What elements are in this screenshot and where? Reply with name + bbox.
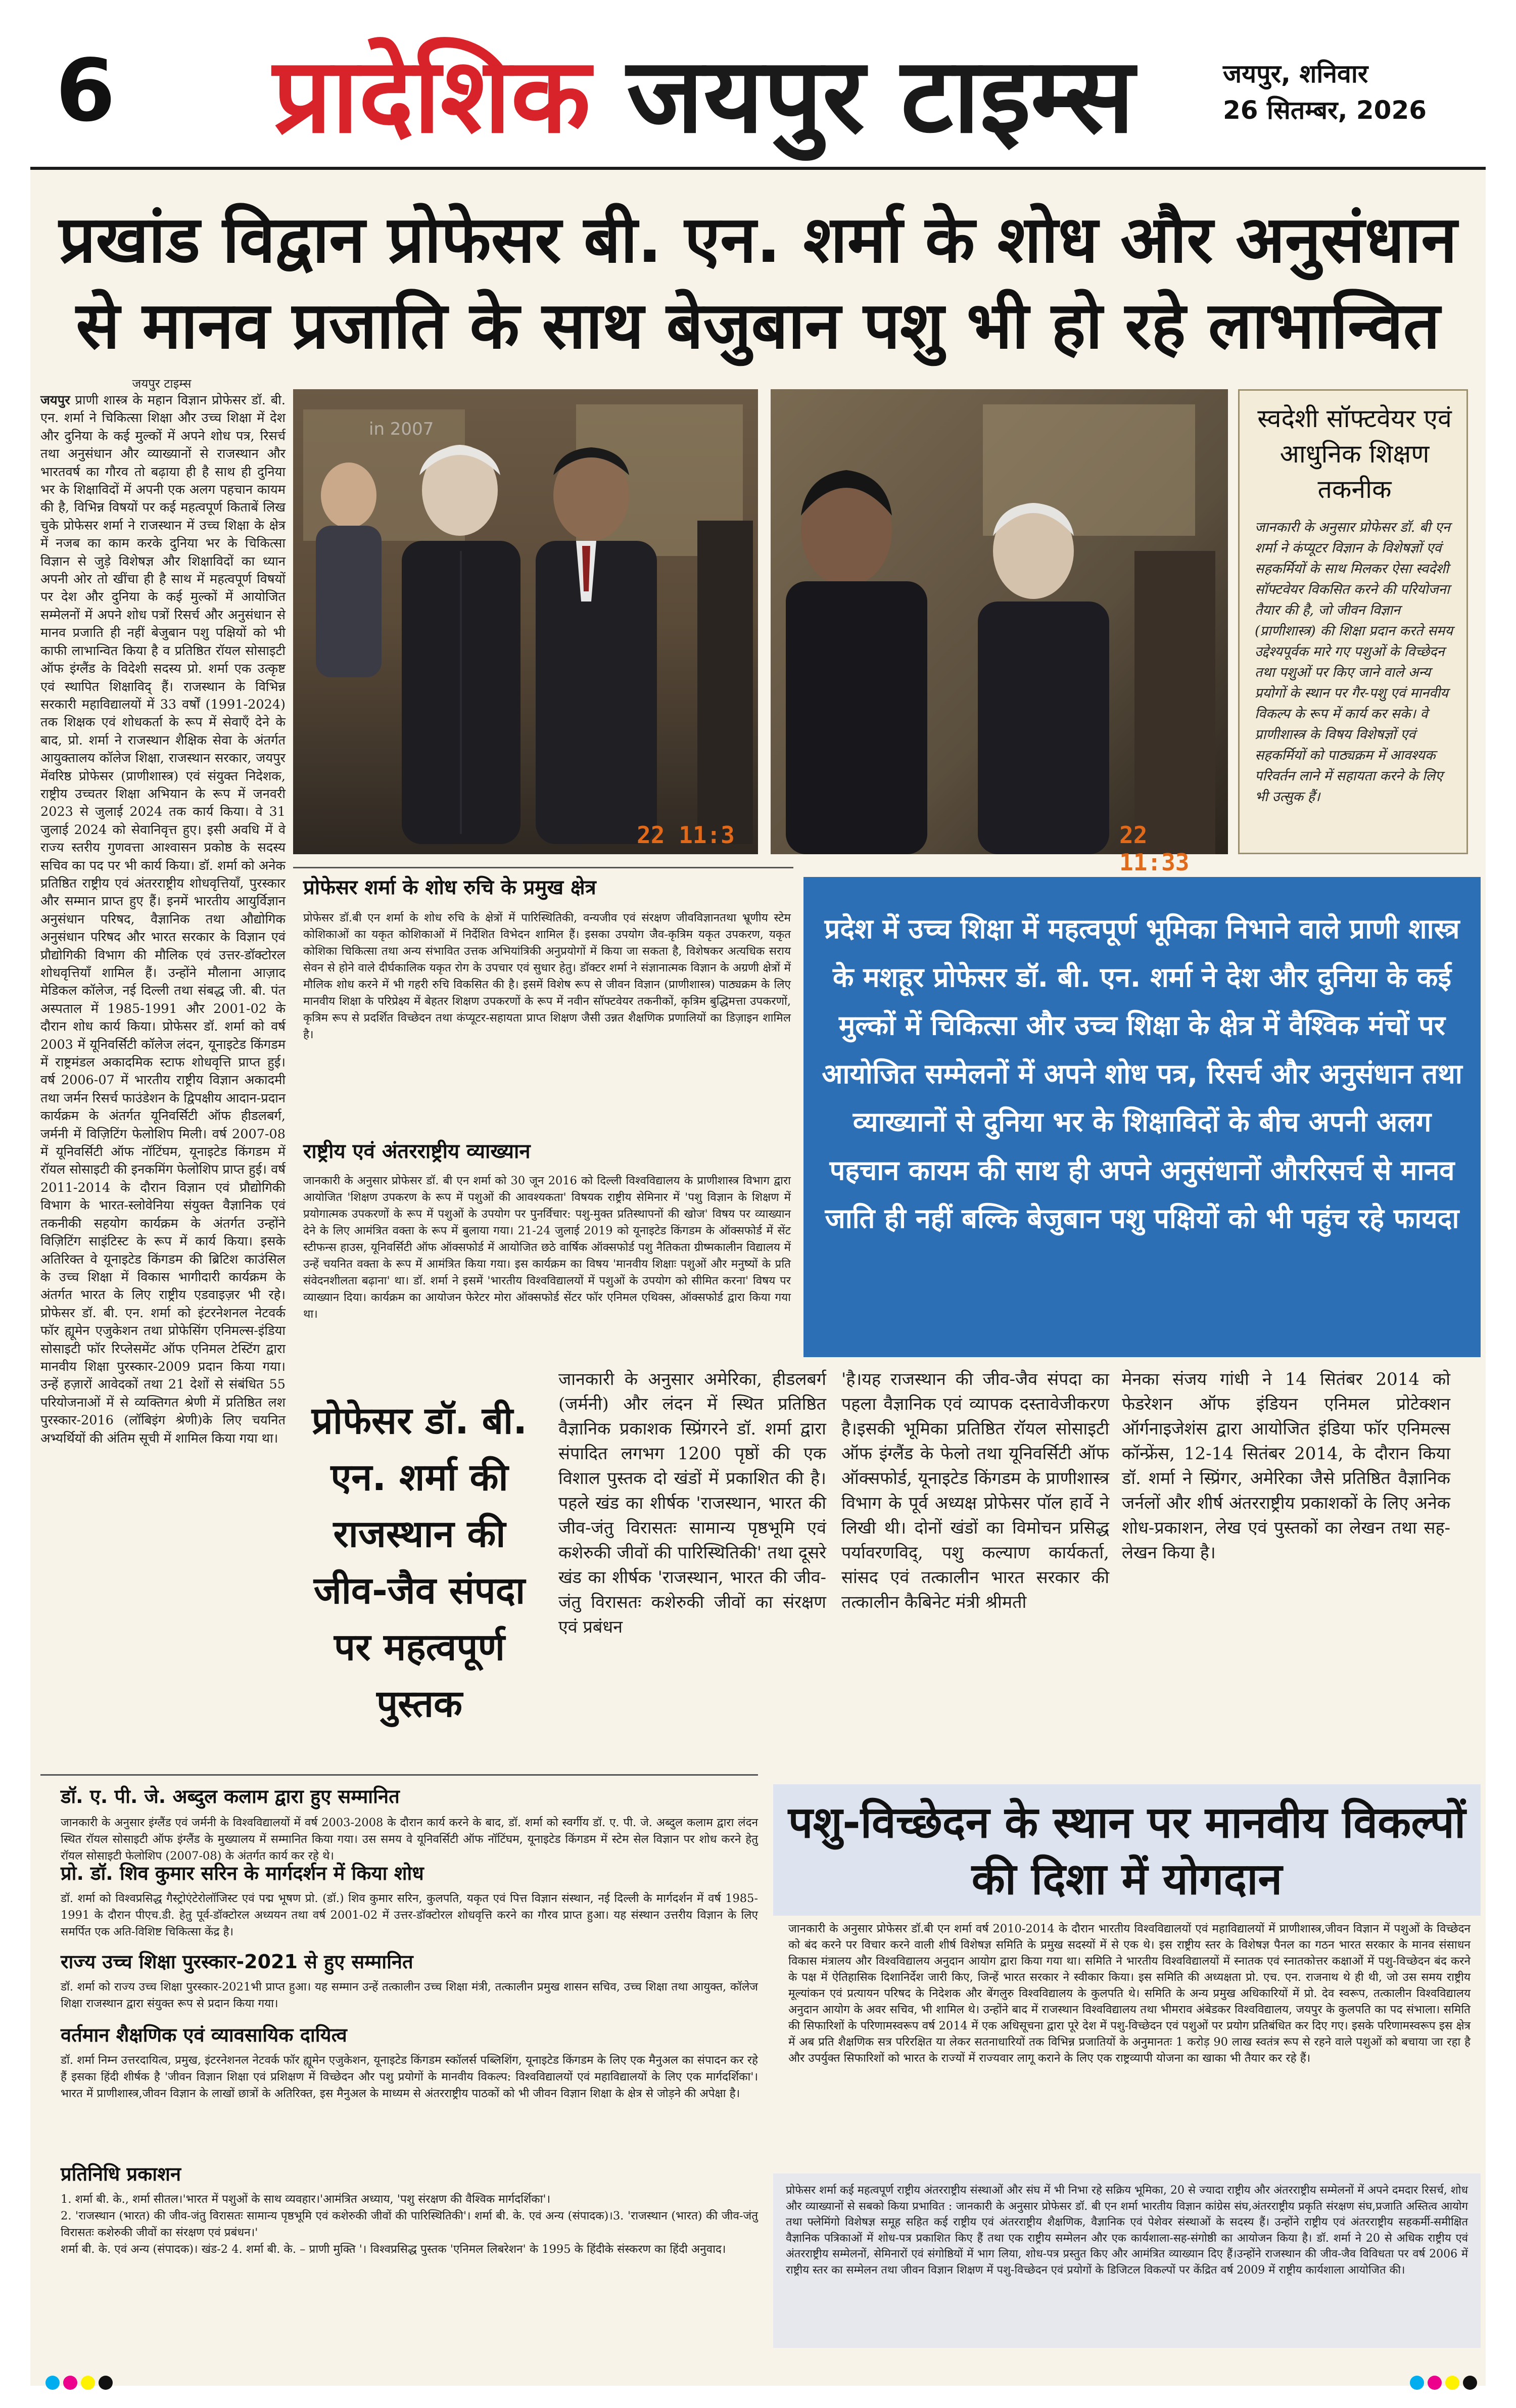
title-section-word: प्रादेशिक xyxy=(273,36,591,156)
software-sidebar-heading: स्वदेशी सॉफ्टवेयर एवं आधुनिक शिक्षण तकनीक xyxy=(1257,404,1452,504)
animal-dissection-text: जानकारी के अनुसार प्रोफेसर डॉ.बी एन शर्मा वर्ष 2010-2014 के दौरान भारतीय विश्वविद्यालयों एवं महाविद्यालयों में प्राणीशास्त्र,जीवन विज्ञान में पशुओं के विच्छेदन को बंद करने पर विचार करने वाली शीर्ष विशेषज्ञ समिति के प्रमुख सदस्यों में से एक थे। इस राष्ट्रीय स्तर के विशेषज्ञ पैनल का गठन भारत सरकार के मानव संसाधन विकास मंत्रालय और विश्वविद्यालय अनुदान आयोग द्वारा किया गया था। समिति ने भारतीय विश्वविद्यालयों में स्नातक एवं स्नातकोत्तर कक्षाओं में पशु-विच्छेदन बंद करने के पक्ष में ऐतिहासिक दिशानिर्देश जारी किए, जिन्हें भारत सरकार ने स्वीकार किया। इस समिति की अध्यक्षता प्रो. एच. एन. राजनाथ थे ही थी, जो उस समय राष्ट्रीय मूल्यांकन एवं प्रत्यायन परिषद के निदेशक और बेंगलुरु विश्वविद्यालय के कुलपति थे। समिति के अन्य प्रमुख अधिकारियों में प्रो. देव स्वरूप, तत्कालीन विश्वविद्यालय अनुदान आयोग के अवर सचिव, भी शामिल थे। उन्होंने बाद में राजस्थान विश्वविद्यालय तथा भीमराव अंबेडकर विश्वविद्यालय, जयपुर के कुलपति का पद संभाला। समिति की सिफारिशों के परिणामस्वरूप वर्ष 2014 में एक अधिसूचना द्वारा पूरे देश में पशु-विच्छेदन एवं पशुओं पर प्रयोग प्रतिबंधित कर दिए गए। इसके परिणामस्वरूप इस क्षेत्र में अब प्रति शैक्षणिक सत्र परिरक्षित या लेकर सतनाधारियों तक विभिन्न प्रजातियों के अनुमानतः 1 करोड़ 90 लाख स्वतंत्र रूप से रहने वाले पशुओं को बचाया जा रहा है और उपर्युक्त सिफारिशों को भारत के राज्यों में राज्यवार लागू कराने के लिए एक राष्ट्रव्यापी योजना का खाका भी तैयार कर रहे हैं। xyxy=(788,1922,1471,2065)
current-role-heading: वर्तमान शैक्षणिक एवं व्यावसायिक दायित्व xyxy=(61,2024,347,2046)
page-number: 6 xyxy=(56,41,116,141)
registration-dot xyxy=(99,2376,113,2390)
award-text: डॉ. शर्मा को राज्य उच्च शिक्षा पुरस्कार-2021भी प्राप्त हुआ। यह सम्मान उन्हें तत्कालीन उच्च शिक्षा मंत्री, तत्कालीन प्रमुख शासन सचिव, उच्च शिक्षा तथा आयुक्त, कॉलेज शिक्षा राजस्थान द्वारा संयुक्त रूप से प्रदान किया गया। xyxy=(61,1980,758,2010)
photo-kalam-conversation xyxy=(771,389,1228,876)
registration-dot xyxy=(63,2376,77,2390)
software-sidebar-text: जानकारी के अनुसार प्रोफेसर डॉ. बी एन शर्मा ने कंप्यूटर विज्ञान के विशेषज्ञों एवं सहकर्मियों के साथ मिलकर ऐसा स्वदेशी सॉफ्टवेयर विकसित करने की परियोजना तैयार की है, जो जीवन विज्ञान (प्राणीशास्त्र) की शिक्षा प्रदान करते समय उद्देश्यपूर्वक मारे गए पशुओं के विच्छेदन तथा पशुओं पर किए जाने वाले अन्य प्रयोगों के स्थान पर गैर-पशु एवं मानवीय विकल्प के रूप में कार्य कर सके। वे प्राणीशास्त्र के विषय विशेषज्ञों एवं सहकर्मियों को पाठ्यक्रम में आवश्यक परिवर्तन लाने में सहायता करने के लिए भी उत्सुक हैं। xyxy=(1255,520,1453,805)
kalam-text: जानकारी के अनुसार इंग्लैंड एवं जर्मनी के विश्वविद्यालयों में वर्ष 2003-2008 के दौरान कार्य करने के बाद, डॉ. शर्मा को स्वर्गीय डॉ. ए. पी. जे. अब्दुल कलाम द्वारा लंदन स्थित रॉयल सोसाइटी ऑफ इंग्लैंड के मुख्यालय में सम्मानित किया गया। उस समय वे यूनिवर्सिटी ऑफ नॉटिंघम, यूनाइटेड किंगडम में स्टेम सेल विज्ञान पर शोध करने हेतु रॉयल सोसाइटी फेलोशिप (2007-08) के अंतर्गत कार्य कर रहे थे। xyxy=(61,1816,758,1863)
issue-date xyxy=(1223,56,1435,128)
memberships-box xyxy=(773,2173,1481,2348)
main-headline xyxy=(40,197,1476,369)
publication-item: 1. शर्मा बी. के., शर्मा सीतल।'भारत में पशुओं के साथ व्यवहार।'आमंत्रित अध्याय, 'पशु संरक्षण की वैश्विक मार्गदर्शिका'। xyxy=(61,2193,551,2206)
photo-illustration-2 xyxy=(771,389,1228,854)
photo-timestamp-right: 22 11:33 xyxy=(1119,821,1190,876)
registration-dot xyxy=(81,2376,95,2390)
kalam-heading: डॉ. ए. पी. जे. अब्दुल कलाम द्वारा हुए सम्मानित xyxy=(61,1785,400,1808)
issue-date-text: 26 सितम्बर, 2026 xyxy=(1223,96,1427,125)
registration-dot xyxy=(45,2376,60,2390)
lead-word: जयपुर xyxy=(40,393,70,408)
book-column-1: जानकारी के अनुसार अमेरिका, हीडलबर्ग (जर्मनी) और लंदन में स्थित प्रतिष्ठित वैज्ञानिक प्रकाशक स्प्रिंगरने डॉ. शर्मा द्वारा संपादित लगभग 1200 पृष्ठों की एक विशाल पुस्तक दो खंडों में प्रकाशित की है। पहले खंड का शीर्षक 'राजस्थान, भारत की जीव-जंतु विरासतः सामान्य पृष्ठभूमि एवं कशेरुकी जीवों की पारिस्थितिकी' तथा दूसरे खंड का शीर्षक 'राजस्थान, भारत की जीव-जंतु विरासतः कशेरुकी जीवों का संरक्षण एवं प्रबंधन xyxy=(558,1369,826,1637)
sarin-heading: प्रो. डॉ. शिव कुमार सरिन के मार्गदर्शन में किया शोध xyxy=(61,1862,424,1884)
highlight-quote-box xyxy=(803,877,1481,1357)
photo-illustration-1 xyxy=(293,389,758,854)
highlight-quote-text: प्रदेश में उच्च शिक्षा में महत्वपूर्ण भूमिका निभाने वाले प्राणी शास्त्र के मशहूर प्रोफेसर डॉ. बी. एन. शर्मा ने देश और दुनिया के कई मुल्कों में चिकित्सा और उच्च शिक्षा के क्षेत्र में वैश्विक मंचों पर आयोजित सम्मेलनों में अपने शोध पत्र, रिसर्च और अनुसंधान तथा व्याख्यानों से दुनिया भर के शिक्षाविदों के बीच अपनी अलग पहचान कायम की साथ ही अपने अनुसंधानों औररिसर्च से मानव जाति ही नहीं बल्कि बेजुबान पशु पक्षियों को भी पहुंच रहे फायदा xyxy=(822,913,1462,1234)
headline-line-1: प्रखांड विद्वान प्रोफेसर बी. एन. शर्मा के शोध और अनुसंधान xyxy=(59,202,1457,277)
newspaper-title xyxy=(273,36,1134,156)
publication-item: 2. 'राजस्थान (भारत) की जीव-जंतु विरासतः सामान्य पृष्ठभूमि एवं कशेरुकी जीवों की पारिस्थितिकी'। शर्मा बी. के. एवं अन्य (संपादक)।3. 'राजस्थान (भारत) की जीव-जंतु विरासतः कशेरुकी जीवों का संरक्षण एवं प्रबंधन।' xyxy=(61,2209,758,2239)
lectures-text: जानकारी के अनुसार प्रोफेसर डॉ. बी एन शर्मा को 30 जून 2016 को दिल्ली विश्वविद्यालय के प्राणीशास्त्र विभाग द्वारा आयोजित 'शिक्षण उपकरण के रूप में पशुओं की आवश्यकता' विषयक राष्ट्रीय सेमिनार में 'पशु विज्ञान के शिक्षण में प्रयोगात्मक उपकरणों के रूप में पशुओं के उपयोग पर पुनर्विचार: पशु-मुक्त प्रतिस्थापनों की खोज' विषय पर व्याख्यान देने के लिए आमंत्रित वक्ता के रूप में बुलाया गया। 21-24 जुलाई 2019 को यूनाइटेड किंगडम के ऑक्सफोर्ड में सेंट स्टीफन्स हाउस, यूनिवर्सिटी ऑफ ऑक्सफोर्ड में आयोजित छठे वार्षिक ऑक्सफोर्ड पशु नैतिकता ग्रीष्मकालीन विद्यालय में उन्हें चयनित वक्ता के रूप में आमंत्रित किया गया। इस कार्यक्रम का विषय 'मानवीय शिक्षाः पशुओं और मनुष्यों के प्रति संवेदनशीलता बढ़ाना' था। डॉ. शर्मा ने इसमें 'भारतीय विश्वविद्यालयों में पशुओं के उपयोग को सीमित करना' विषय पर व्याख्यान दिया। कार्यक्रम का आयोजन फेरेटर मोरा ऑक्सफोर्ड सेंटर फॉर एनिमल एथिक्स, ऑक्सफोर्ड द्वारा किया गया था। xyxy=(303,1174,791,1321)
memberships-text: प्रोफेसर शर्मा कई महत्वपूर्ण राष्ट्रीय अंतरराष्ट्रीय संस्थाओं और संघ में भी निभा रहे सक्रिय भूमिका, 20 से ज्यादा राष्ट्रीय और अंतरराष्ट्रीय सम्मेलनों में अपने दमदार रिसर्च, शोध और व्याख्यानों से सबको किया प्रभावित : जानकारी के अनुसार प्रोफेसर डॉ. बी एन शर्मा भारतीय विज्ञान कांग्रेस संघ,अंतरराष्ट्रीय प्रकृति संरक्षण संघ,प्रजाति अस्तित्व आयोग तथा फ्लेमिंगो विशेषज्ञ समूह सहित कई राष्ट्रीय एवं अंतरराष्ट्रीय शैक्षणिक, वैज्ञानिक एवं पेशेवर संस्थाओं के सदस्य हैं। उन्होंने राष्ट्रीय एवं अंतरराष्ट्रीय सहकर्मी-समीक्षित वैज्ञानिक पत्रिकाओं में शोध-पत्र प्रकाशित किए हैं तथा एक राष्ट्रीय सम्मेलन और एक कार्यशाला-सह-संगोष्ठी का आयोजन किया है। डॉ. शर्मा ने 20 से अधिक राष्ट्रीय एवं अंतरराष्ट्रीय सम्मेलनों, सेमिनारों एवं संगोष्ठियों में भाग लिया, शोध-पत्र प्रस्तुत किए और आमंत्रित व्याख्यान दिए हैं।उन्होंने राजस्थान की जीव-जैव विविधता पर वर्ष 2006 में राष्ट्रीय स्तर का सम्मेलन तथा जीवन विज्ञान शिक्षण में पशु-विच्छेदन एवं प्रयोगों के डिजिटल विकल्पों पर केंद्रित वर्ष 2009 में राष्ट्रीय कार्यशाला आयोजित की। xyxy=(786,2184,1468,2277)
publications-heading: प्रतिनिधि प्रकाशन xyxy=(61,2163,181,2185)
publications-list xyxy=(61,2191,758,2258)
sarin-text: डॉ. शर्मा को विश्वप्रसिद्ध गैस्ट्रोएंटेरोलॉजिस्ट एवं पद्म भूषण प्रो. (डॉ.) शिव कुमार सरिन, कुलपति, यकृत एवं पित्त विज्ञान संस्थान, नई दिल्ली के मार्गदर्शन में वर्ष 1985-1991 के दौरान पीएच.डी. हेतु पूर्व-डॉक्टोरल अध्ययन तथा वर्ष 2001-02 में उत्तर-डॉक्टोरल शोधवृत्ति करने का गौरव प्राप्त हुआ। यह संस्थान उत्तरीय विज्ञान के लिए समर्पित एक अति-विशिष्ट चिकित्सा केंद्र है। xyxy=(61,1892,758,1938)
lectures-heading: राष्ट्रीय एवं अंतरराष्ट्रीय व्याख्यान xyxy=(303,1140,531,1163)
research-heading: प्रोफेसर शर्मा के शोध रुचि के प्रमुख क्षेत्र xyxy=(303,876,596,899)
registration-dot xyxy=(1463,2376,1477,2390)
current-role-text: डॉ. शर्मा निम्न उत्तरदायित्व, प्रमुख, इंटरनेशनल नेटवर्क फॉर ह्यूमेन एजुकेशन, यूनाइटेड किंगडम स्कॉलर्स पब्लिशिंग, यूनाइटेड किंगडम के लिए एक मैनुअल का संपादन कर रहे हैं इसका हिंदी शीर्षक है 'जीवन विज्ञान शिक्षा एवं प्रशिक्षण में विच्छेदन और पशु प्रयोगों के मानवीय विकल्प: विश्वविद्यालयों एवं महाविद्यालयों के लिए एक मार्गदर्शिका'। भारत में प्राणीशास्त्र,जीवन विज्ञान के लाखों छात्रों के अतिरिक्त, इस मैनुअल के माध्यम से अंतरराष्ट्रीय पाठकों को भी जीवन विज्ञान शिक्षा के क्षेत्र से जोड़ने की अपेक्षा है। xyxy=(61,2054,758,2100)
registration-dot xyxy=(1428,2376,1442,2390)
divider xyxy=(293,867,793,868)
book-column-2: 'है।यह राजस्थान की जीव-जैव संपदा का पहला वैज्ञानिक एवं व्यापक दस्तावेजीकरण है।इसकी भूमिका प्रतिष्ठित रॉयल सोसाइटी ऑफ इंग्लैंड के फेलो तथा यूनिवर्सिटी ऑफ ऑक्सफोर्ड, यूनाइटेड किंगडम के प्राणीशास्त्र विभाग के पूर्व अध्यक्ष प्रोफेसर पॉल हार्वे ने लिखी थी। दोनों खंडों का विमोचन प्रसिद्ध पर्यावरणविद्, पशु कल्याण कार्यकर्ता, सांसद एवं तत्कालीन भारत सरकार की तत्कालीन कैबिनेट मंत्री श्रीमती xyxy=(841,1369,1109,1612)
registration-dot xyxy=(1410,2376,1424,2390)
research-text: प्रोफेसर डॉ.बी एन शर्मा के शोध रुचि के क्षेत्रों में पारिस्थितिकी, वन्यजीव एवं संरक्षण जीवविज्ञानतथा भ्रूणीय स्टेम कोशिकाओं का यकृत कोशिकाओं में निर्देशित विभेदन शामिल हैं। इसका उपयोग जैव-कृत्रिम यकृत उपकरण, यकृत कोशिका चिकित्सा तथा अन्य संभावित उत्तक अभियांत्रिकी अनुप्रयोगों में किया जा सकता है, विशेषकर अत्यधिक सराय सेवन से होने वाले दीर्घकालिक यकृत रोग के उपचार एवं सुधार हेतु। डॉक्टर शर्मा ने संज्ञानात्मक विज्ञान के अग्रणी क्षेत्रों में मौलिक शोध करने में भी गहरी रुचि विकसित की है। इसमें विशेष रूप से जीवन विज्ञान (प्राणीशास्त्र) पाठ्यक्रम के लिए मानवीय शिक्षा के परिप्रेक्ष्य में बेहतर शिक्षण उपकरणों के रूप में नवीन सॉफ्टवेयर तकनीकों, कृत्रिम बुद्धिमत्ता उपकरणों, कृत्रिम रूप से प्रदर्शित विच्छेदन तथा कंप्यूटर-सहायता प्राप्त शिक्षण जैसी उन्नत शैक्षणिक प्रणालियों का डिज़ाइन शामिल है। xyxy=(303,911,791,1041)
animal-dissection-heading: पशु-विच्छेदन के स्थान पर मानवीय विकल्पों की दिशा में योगदान xyxy=(788,1797,1466,1905)
award-heading: राज्य उच्च शिक्षा पुरस्कार-2021 से हुए सम्मानित xyxy=(61,1951,413,1973)
issue-city-day: जयपुर, शनिवार xyxy=(1223,59,1368,88)
left-column-text: प्राणी शास्त्र के महान विज्ञान प्रोफेसर डॉ. बी. एन. शर्मा ने चिकित्सा शिक्षा और उच्च शिक्षा में देश और दुनिया के कई मुल्कों में अपने शोध पत्र, रिसर्च तथा अनुसंधान और व्याख्यानों से राजस्थान और भारतवर्ष का गौरव तो बढ़ाया ही है साथ ही दुनिया भर के शिक्षाविदों में अपनी एक अलग पहचान कायम की है, विभिन्न विषयों पर कई महत्वपूर्ण किताबें लिख चुके प्रोफेसर शर्मा ने राजस्थान में उच्च शिक्षा के क्षेत्र में नजब का काम करके दुनिया भर के चिकित्सा विज्ञान से जुड़े विशेषज्ञ और शिक्षाविदों का ध्यान अपनी ओर तो खींचा ही है साथ में महत्वपूर्ण विषयों पर देश और दुनिया के कई मुल्कों में आयोजित सम्मेलनों में अपने शोध पत्रों रिसर्च और अनुसंधान से मानव प्रजाति ही नहीं बेजुबान पशु पक्षियों को भी काफी लाभान्वित किया है व प्रतिष्ठित रॉयल सोसाइटी ऑफ इंग्लैंड के विदेशी सदस्य प्रो. शर्मा एक उत्कृष्ट एवं स्थापित शिक्षाविद् हैं। राजस्थान के विभिन्न सरकारी महाविद्यालयों में 33 वर्षों (1991-2024) तक शिक्षक एवं शोधकर्ता के रूप में सेवाएँ देने के बाद, प्रो. शर्मा ने राजस्थान शैक्षिक सेवा के अंतर्गत आयुक्तालय कॉलेज शिक्षा, राजस्थान सरकार, जयपुर मेंवरिष्ठ प्रोफेसर (प्राणीशास्त्र) एवं संयुक्त निदेशक, राष्ट्रीय उच्चतर शिक्षा अभियान के रूप में जनवरी 2023 से जुलाई 2024 तक कार्य किया। वे 31 जुलाई 2024 को सेवानिवृत्त हुए। इसी अवधि में वे राज्य स्तरीय गुणवत्ता आश्वासन प्रकोष्ठ के सदस्य सचिव का पद पर भी कार्य किया। डॉ. शर्मा को अनेक प्रतिष्ठित राष्ट्रीय एवं अंतरराष्ट्रीय शोधवृत्तियाँ, पुरस्कार और सम्मान प्राप्त हुए हैं। इनमें भारतीय आयुर्विज्ञान अनुसंधान परिषद, वैज्ञानिक तथा औद्योगिक अनुसंधान परिषद और भारत सरकार के विज्ञान एवं प्रौद्योगिकी विभाग की मौलिक एवं उत्तर-डॉक्टोरल शोधवृत्तियाँ शामिल हैं। उन्होंने मौलाना आज़ाद मेडिकल कॉलेज, नई दिल्ली तथा संबद्ध जी. बी. पंत अस्पताल में 1985-1991 और 2001-02 के दौरान शोध कार्य किया। प्रोफेसर डॉ. शर्मा को वर्ष 2003 में यूनिवर्सिटी कॉलेज लंदन, यूनाइटेड किंगडम में राष्ट्रमंडल अकादमिक स्टाफ शोधवृत्ति प्राप्त हुई। वर्ष 2006-07 में भारतीय राष्ट्रीय विज्ञान अकादमी तथा जर्मन रिसर्च फाउंडेशन के द्विपक्षीय आदान-प्रदान कार्यक्रम के अंतर्गत यूनिवर्सिटी ऑफ हीडलबर्ग, जर्मनी में विज़िटिंग फेलोशिप मिली। वर्ष 2007-08 में यूनिवर्सिटी ऑफ नॉटिंघम, यूनाइटेड किंगडम में रॉयल सोसाइटी की इनकमिंग फेलोशिप प्राप्त हुई। वर्ष 2011-2014 के दौरान विज्ञान एवं प्रौद्योगिकी विभाग के भारत-स्लोवेनिया संयुक्त वैज्ञानिक एवं तकनीकी सहयोग कार्यक्रम के अंतर्गत उन्होंने विज़िटिंग साइंटिस्ट के रूप में कार्य किया। इसके अतिरिक्त वे यूनाइटेड किंगडम की ब्रिटिश काउंसिल के उच्च शिक्षा में विकास भागीदारी कार्यक्रम के अंतर्गत भारत के लिए राष्ट्रीय एडवाइज़र भी रहे। प्रोफेसर डॉ. बी. एन. शर्मा को इंटरनेशनल नेटवर्क फॉर ह्यूमेन एजुकेशन तथा प्रोफेसिंग एनिमल्स-इंडिया सोसाइटी फॉर रिप्लेसमेंट ऑफ एनिमल टेस्टिंग द्वारा मानवीय शिक्षा पुरस्कार-2009 प्रदान किया गया। उन्हें हज़ारों आवेदकों तथा 21 देशों से संबंधित 55 परियोजनाओं में से व्यक्तिगत श्रेणी में प्रतिष्ठित लश पुरस्कार-2016 (लॉबिइंग श्रेणी)के लिए चयनित अभ्यर्थियों की अंतिम सूची में शामिल किया गया था। xyxy=(40,393,286,1446)
photo-wall-text: in 2007 xyxy=(369,419,434,439)
photo-kalam-and-sharma xyxy=(293,389,758,854)
publication-item: शर्मा बी. के. एवं अन्य (संपादक)। खंड-2 4. शर्मा बी. के. – प्राणी मुक्ति '। विश्वप्रसिद्ध पुस्तक 'एनिमल लिबरेशन' के 1995 के हिंदीके संस्करण का हिंदी अनुवाद। xyxy=(61,2243,726,2256)
divider xyxy=(40,1774,758,1776)
book-column-3: मेनका संजय गांधी ने 14 सितंबर 2014 को फेडरेशन ऑफ इंडियन एनिमल प्रोटेक्शन ऑर्गनाइजेशंस द्वारा आयोजित इंडिया फॉर एनिमल्स कॉन्फ्रेंस, 12-14 सितंबर 2014, के दौरान किया डॉ. शर्मा ने स्प्रिंगर, अमेरिका जैसे प्रतिष्ठित वैज्ञानिक जर्नलों और शीर्ष अंतरराष्ट्रीय प्रकाशकों के लिए अनेक शोध-प्रकाशन, लेख एवं पुस्तकों का लेखन तथा सह-लेखन किया है। xyxy=(1122,1369,1450,1563)
book-heading: प्रोफेसर डॉ. बी. एन. शर्मा की राजस्थान की जीव-जैव संपदा पर महत्वपूर्ण पुस्तक xyxy=(311,1399,528,1726)
dateline: जयपुर टाइम्स xyxy=(132,377,192,391)
registration-dot xyxy=(1445,2376,1459,2390)
software-sidebar-box xyxy=(1238,389,1468,854)
title-paper-name: जयपुर टाइम्स xyxy=(626,36,1134,156)
animal-dissection-heading-box xyxy=(773,1784,1481,1916)
photo-timestamp-left: 22 11:3 xyxy=(637,821,735,849)
headline-line-2: से मानव प्रजाति के साथ बेजुबान पशु भी हो रहे लाभान्वित xyxy=(76,288,1440,363)
